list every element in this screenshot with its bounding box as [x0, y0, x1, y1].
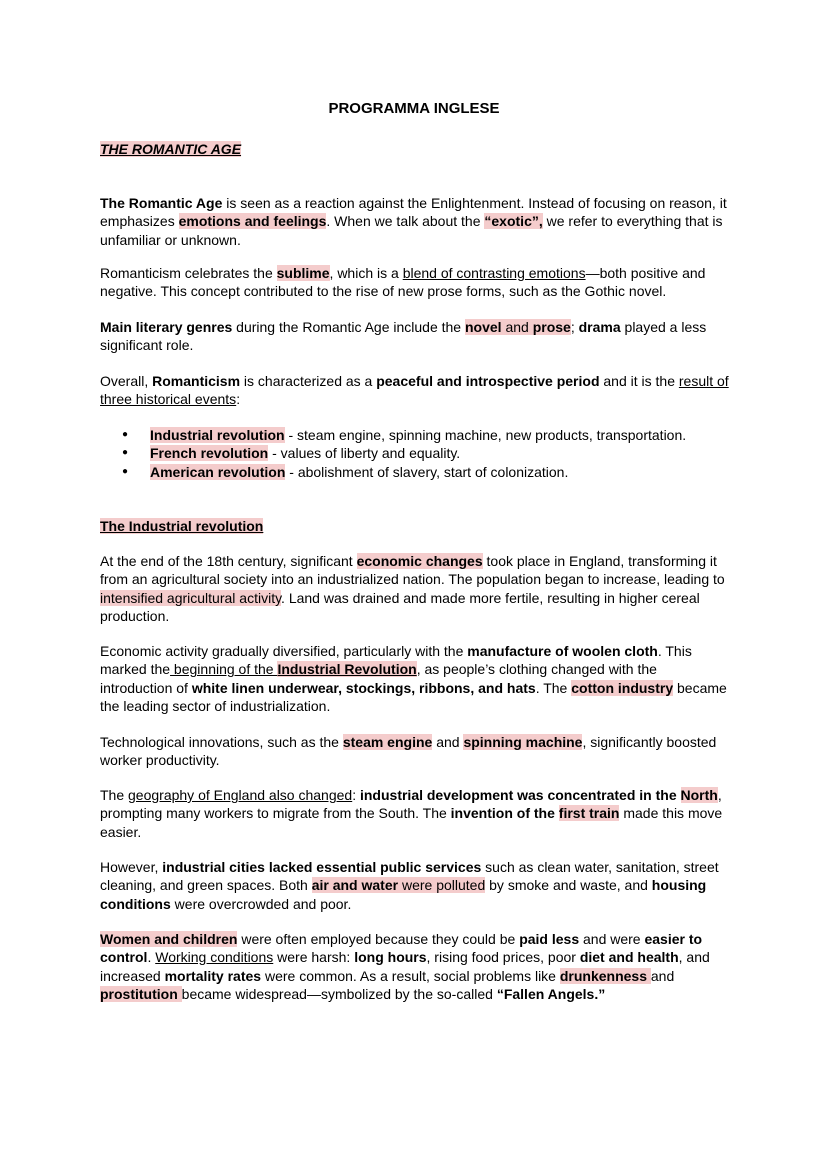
- text-run: result of three historical events: [100, 373, 729, 408]
- text-run: ;: [570, 319, 579, 335]
- text-run: is seen as a reaction against the Enlightenment. Instead of focusing on reason, it emphasizes: [100, 195, 727, 230]
- bullet-list: [100, 426, 730, 481]
- text-run: Romanticism celebrates the: [100, 265, 277, 281]
- bullet-item: [100, 463, 730, 481]
- text-run: manufacture of woolen cloth: [467, 643, 658, 659]
- text-run: emotions and feelings: [178, 213, 327, 230]
- text-run: easier to control: [100, 931, 703, 966]
- text-run: - abolishment of slavery, start of colonization.: [285, 463, 569, 480]
- text-run: - values of liberty and equality.: [268, 445, 461, 462]
- text-run: The: [100, 787, 129, 803]
- text-run: were overcrowded and poor.: [170, 895, 352, 912]
- text-run: and it is the: [599, 373, 679, 389]
- text-run: French revolution: [150, 445, 269, 462]
- paragraph: [100, 372, 730, 409]
- text-run: we refer to everything that is unfamiliar or unknown.: [100, 213, 723, 248]
- text-run: and: [501, 319, 533, 335]
- text-run: , and increased: [100, 949, 710, 984]
- text-run: American revolution: [150, 463, 286, 480]
- text-run: were often employed because they could be: [237, 931, 520, 947]
- text-run: spinning machine: [463, 734, 583, 750]
- text-run: intensified agricultural activity: [100, 589, 282, 606]
- text-run: At the end of the 18th century, significant: [100, 553, 357, 569]
- text-run: by smoke and waste, and: [485, 877, 652, 894]
- text-run: and: [432, 734, 464, 750]
- paragraph: [100, 642, 730, 715]
- text-run: were harsh:: [273, 949, 355, 966]
- paragraph: [100, 930, 730, 1003]
- text-run: first train: [558, 805, 620, 822]
- text-run: is characterized as a: [240, 373, 377, 389]
- text-run: blend of contrasting emotions: [402, 265, 586, 281]
- text-run: became the leading sector of industrialization.: [100, 679, 727, 714]
- text-run: drunkenness: [559, 967, 647, 984]
- text-run: However,: [100, 859, 163, 875]
- text-run: cotton industry: [571, 679, 674, 696]
- text-run: invention of the: [450, 805, 559, 822]
- text-run: were polluted: [398, 877, 486, 894]
- text-run: Economic activity gradually diversified, particularly with the: [100, 643, 468, 659]
- paragraph: [100, 733, 730, 770]
- paragraph: [100, 786, 730, 841]
- text-run: Main literary genres: [100, 319, 233, 335]
- text-run: steam engine: [342, 734, 433, 750]
- text-run: made this move easier.: [100, 805, 723, 840]
- text-run: —both positive and negative. This concept contributed to the rise of new prose forms, such as the Gothic novel.: [100, 265, 706, 300]
- text-run: Industrial revolution: [150, 427, 285, 443]
- page-title: PROGRAMMA INGLESE: [328, 100, 500, 117]
- text-run: sublime: [276, 265, 330, 281]
- text-run: diet and health: [579, 949, 679, 966]
- text-run: , which is a: [329, 265, 403, 281]
- paragraph: [100, 552, 730, 625]
- text-run: white linen underwear, stockings, ribbons, and hats: [191, 679, 536, 696]
- text-run: long hours: [354, 949, 427, 966]
- text-run: North: [680, 787, 718, 803]
- text-run: geography of England also changed: [128, 787, 353, 803]
- text-run: The Industrial revolution: [100, 518, 264, 534]
- text-run: Overall,: [100, 373, 153, 389]
- heading-romantic-age: [100, 140, 730, 158]
- text-run: mortality rates: [164, 967, 262, 984]
- text-run: and were: [579, 931, 645, 947]
- text-run: .: [147, 949, 156, 966]
- text-run: , significantly boosted worker productivity.: [100, 734, 717, 769]
- text-run: peaceful and introspective period: [376, 373, 600, 389]
- text-run: . When we talk about the: [326, 213, 485, 230]
- text-run: . The: [535, 679, 572, 696]
- text-run: novel: [464, 319, 502, 335]
- text-run: :: [352, 787, 360, 803]
- heading-industrial-revolution: [100, 517, 730, 535]
- text-run: , as people’s clothing changed with the introduction of: [100, 661, 657, 696]
- text-run: - steam engine, spinning machine, new products, transportation.: [284, 427, 687, 443]
- text-run: industrial cities lacked essential public services: [162, 859, 482, 875]
- text-run: Working conditions: [155, 949, 274, 966]
- text-run: industrial development was concentrated in the: [359, 787, 681, 803]
- bullet-item: [100, 426, 730, 444]
- text-run: were common. As a result, social problems like: [261, 967, 560, 984]
- text-run: paid less: [519, 931, 580, 947]
- text-run: played a less significant role.: [100, 319, 707, 354]
- text-run: , rising food prices, poor: [426, 949, 580, 966]
- text-run: . This marked the: [100, 643, 692, 678]
- text-run: and: [650, 967, 675, 984]
- text-run: took place in England, transforming it from an agricultural society into an industrialized nation. The population began to increase, leading to: [100, 553, 725, 588]
- text-run: drama: [578, 319, 621, 335]
- text-run: became widespread—symbolized by the so-called: [181, 985, 497, 1002]
- text-run: prostitution: [100, 985, 178, 1002]
- text-run: during the Romantic Age include the: [232, 319, 465, 335]
- bullet-item: [100, 444, 730, 462]
- text-run: Technological innovations, such as the: [100, 734, 343, 750]
- text-run: economic changes: [356, 553, 483, 569]
- text-run: THE ROMANTIC AGE: [100, 141, 242, 157]
- text-run: beginning of the: [170, 661, 278, 678]
- text-run: “Fallen Angels.”: [496, 985, 606, 1002]
- text-run: . Land was drained and made more fertile, resulting in higher cereal production.: [100, 589, 700, 624]
- text-run: Romanticism: [152, 373, 241, 389]
- text-run: prose: [532, 319, 571, 335]
- text-run: The Romantic Age: [100, 195, 223, 211]
- paragraph: [100, 318, 730, 355]
- paragraph: [100, 194, 730, 249]
- paragraph: [100, 264, 730, 301]
- text-run: such as clean water, sanitation, street cleaning, and green spaces. Both: [100, 859, 719, 894]
- text-run: “exotic”,: [484, 213, 543, 230]
- text-run: air and water: [311, 877, 399, 894]
- text-run: , prompting many workers to migrate from the South. The: [100, 787, 722, 822]
- text-run: Women and children: [100, 931, 238, 947]
- text-run: housing conditions: [100, 877, 707, 912]
- text-run: :: [236, 391, 241, 408]
- text-run: Industrial Revolution: [277, 661, 417, 678]
- paragraph: [100, 858, 730, 913]
